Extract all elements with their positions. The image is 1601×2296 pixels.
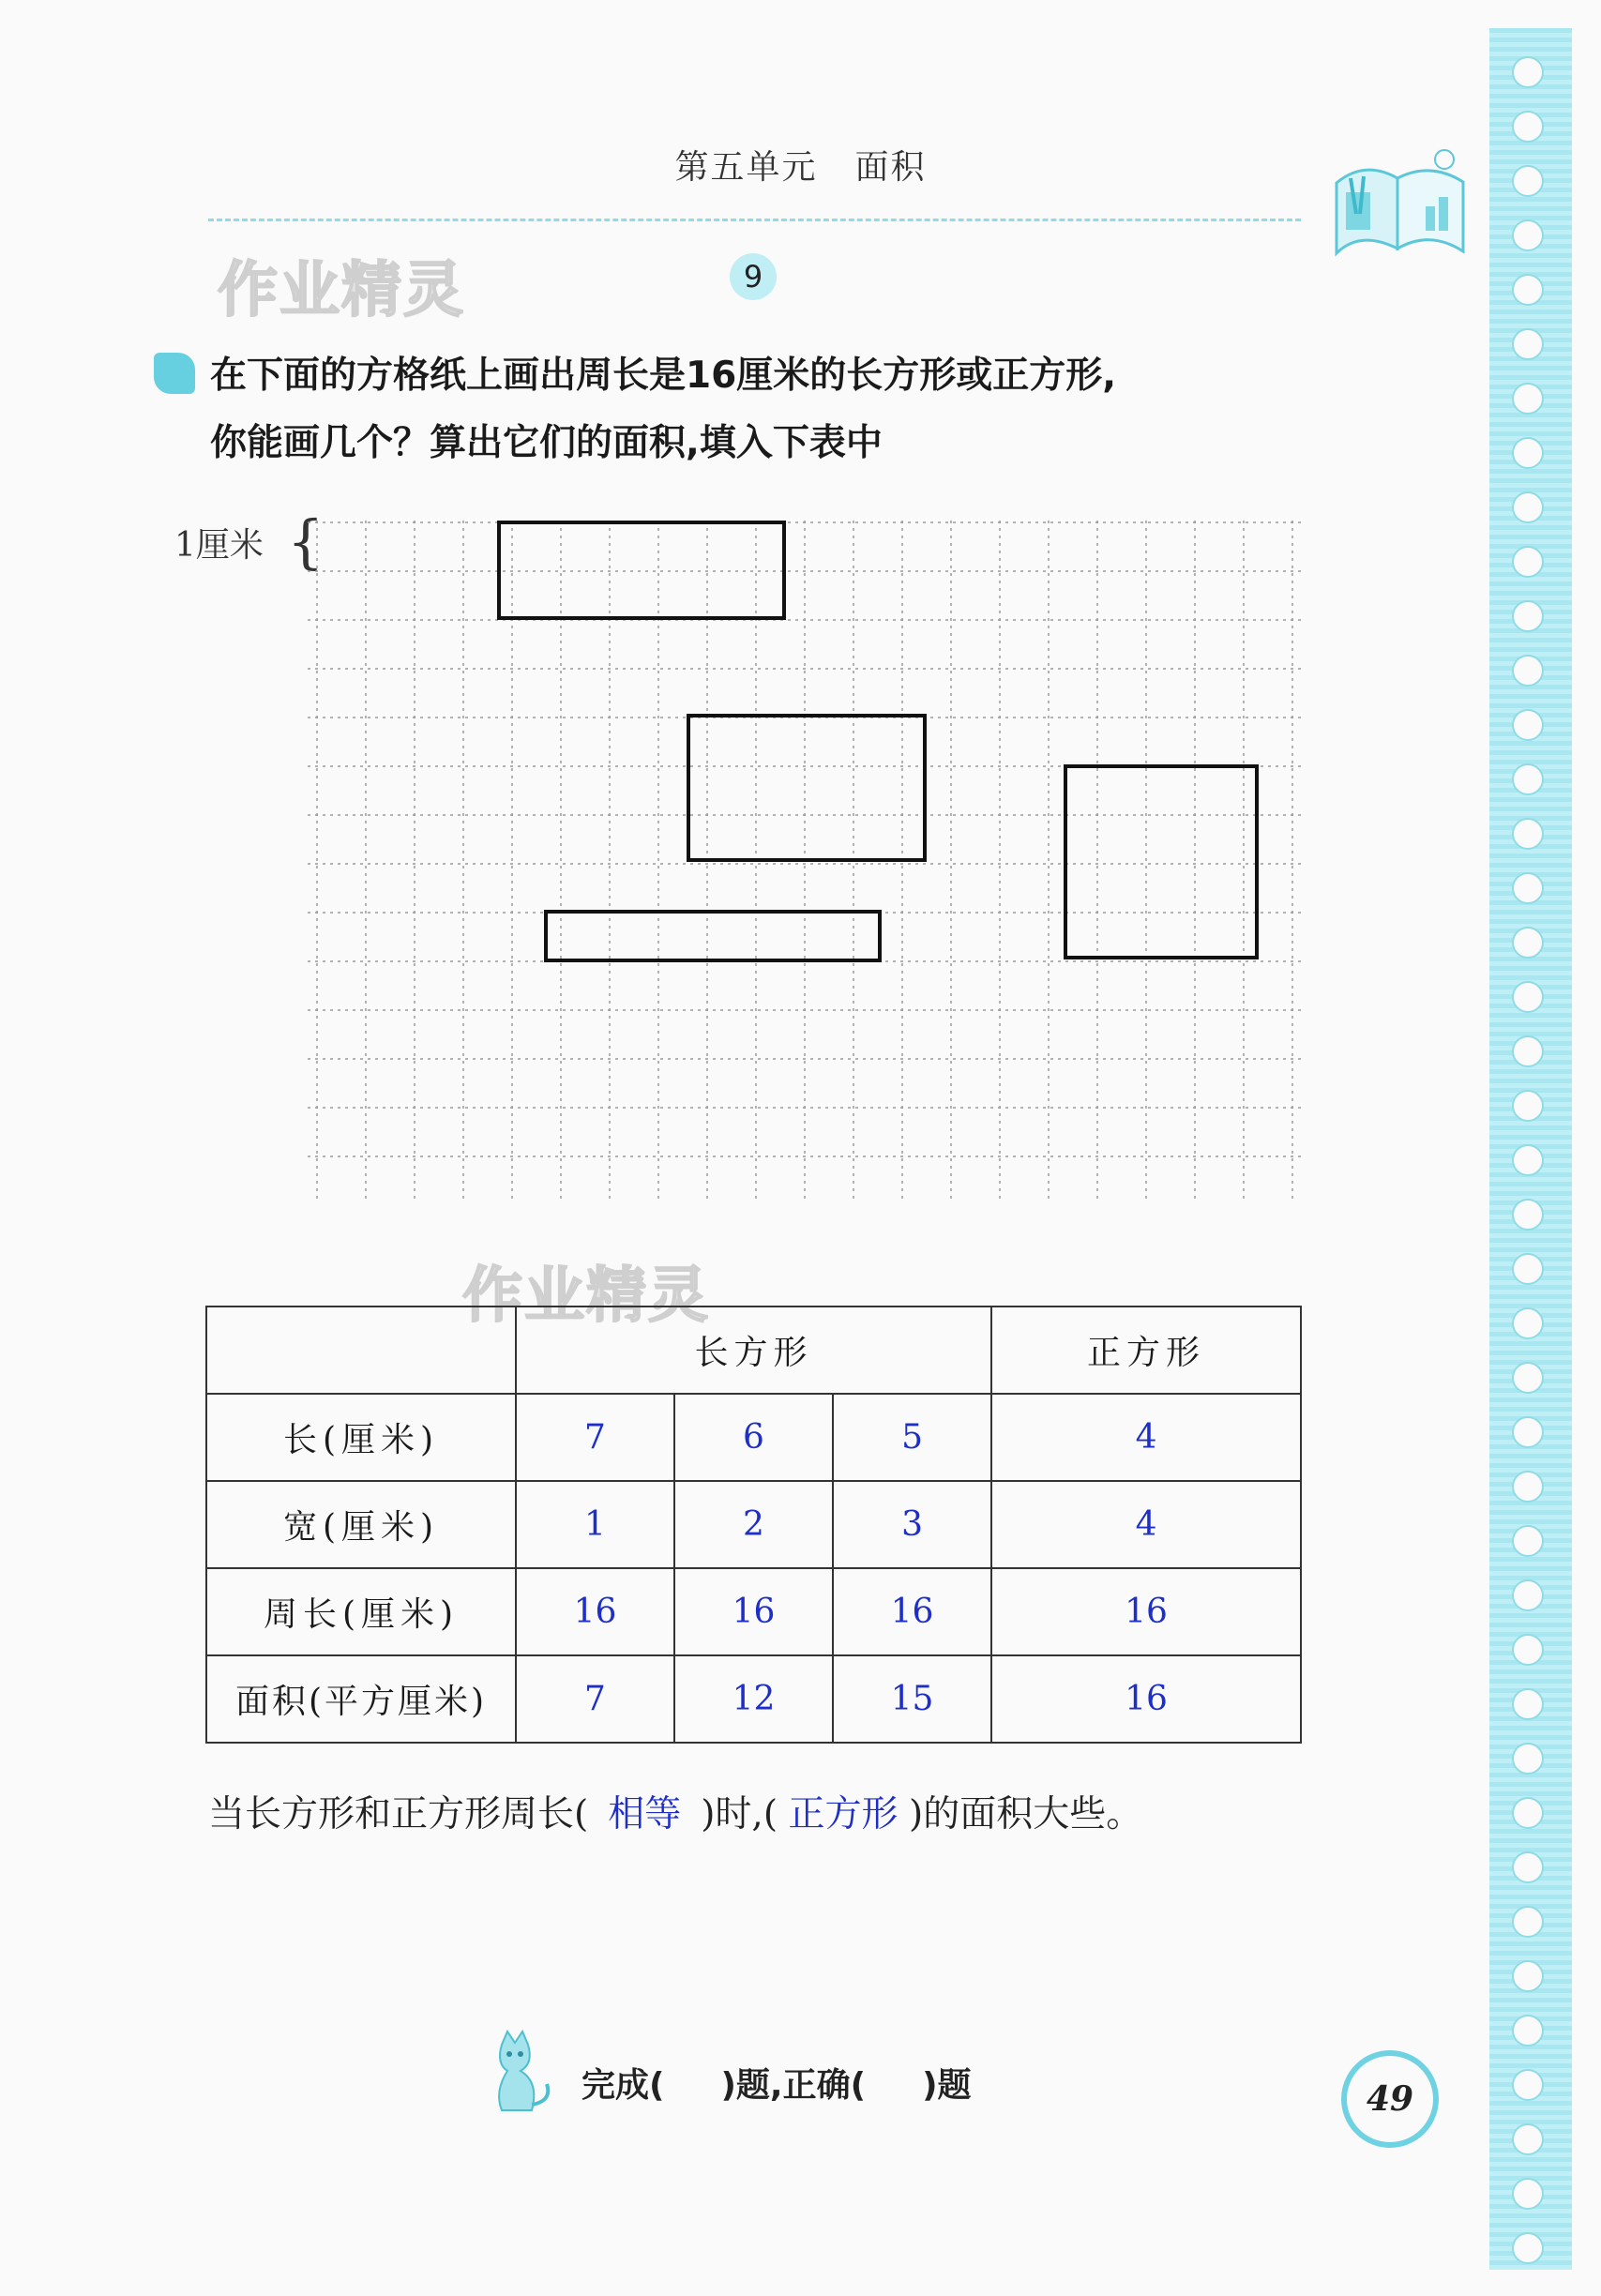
conclusion-part-1: 当长方形和正方形周长( [208,1793,589,1835]
binder-hole [1512,763,1544,795]
binder-hole [1512,872,1544,904]
table-header-rectangle: 长方形 [516,1307,991,1394]
binder-hole [1512,1688,1544,1720]
binder-hole [1512,1307,1544,1339]
problem-number-badge: 9 [730,253,777,300]
binder-hole [1512,600,1544,632]
binder-hole [1512,219,1544,251]
binder-hole [1512,927,1544,959]
conclusion-sentence [208,1785,1142,1837]
problem-line-2: 你能画几个？算出它们的面积,填入下表中 [210,422,883,464]
row-label-length: 长(厘米) [206,1394,516,1481]
table-row [206,1394,1301,1481]
page-number: 49 [1341,2050,1439,2148]
unit-header [0,141,1601,189]
table-cell: 4 [991,1481,1301,1568]
table-cell: 15 [833,1655,991,1743]
table-row [206,1655,1301,1743]
binder-hole [1512,1416,1544,1448]
question-book-icon [154,353,195,394]
row-label-area: 面积(平方厘米) [206,1655,516,1743]
binder-hole [1512,1471,1544,1503]
binder-hole [1512,1253,1544,1285]
answer-square: 正方形 [788,1793,899,1835]
unit-label: 第五单元 [674,148,818,187]
binder-hole [1512,1525,1544,1557]
binder-hole [1512,111,1544,143]
binder-hole [1512,709,1544,741]
scale-label: 1厘米 [174,526,264,565]
binder-hole [1512,2178,1544,2210]
problem-line-1: 在下面的方格纸上画出周长是16厘米的长方形或正方形, [210,355,1117,397]
binder-hole [1512,1579,1544,1611]
table-cell: 5 [833,1394,991,1481]
row-label-perimeter: 周长(厘米) [206,1568,516,1655]
binder-hole [1512,56,1544,88]
table-cell: 6 [674,1394,833,1481]
table-cell: 16 [516,1568,674,1655]
rectangle-6x2 [497,521,786,620]
binder-hole [1512,1960,1544,1992]
answer-equal: 相等 [608,1793,682,1835]
binder-hole [1512,1362,1544,1394]
table-cell: 12 [674,1655,833,1743]
table-cell: 4 [991,1394,1301,1481]
binder-hole [1512,437,1544,469]
rectangle-5x3 [687,714,927,862]
binder-hole [1512,1090,1544,1122]
header-divider [208,219,1301,221]
row-label-width: 宽(厘米) [206,1481,516,1568]
table-cell: 2 [674,1481,833,1568]
binder-hole [1512,2069,1544,2101]
table-header-blank [206,1307,516,1394]
conclusion-part-2: )时,( [701,1793,778,1835]
table-cell: 16 [991,1568,1301,1655]
binder-hole [1512,1797,1544,1829]
binder-hole [1512,491,1544,523]
binder-hole [1512,2123,1544,2155]
problem-text [210,342,1317,477]
binder-hole [1512,1906,1544,1938]
grid-paper [308,521,1306,1203]
table-row [206,1481,1301,1568]
table-cell: 16 [991,1655,1301,1743]
done-label: 完成( [581,2066,665,2105]
done-end-label: )题 [922,2066,972,2105]
binder-hole [1512,274,1544,306]
binder-hole [1512,1144,1544,1176]
binder-hole [1512,981,1544,1013]
table-cell: 7 [516,1394,674,1481]
conclusion-part-3: )的面积大些。 [909,1793,1143,1835]
binder-hole [1512,1199,1544,1231]
binder-hole [1512,1634,1544,1666]
table-cell: 16 [833,1568,991,1655]
cat-icon [474,2026,558,2123]
binder-hole [1512,1743,1544,1775]
correct-label: )题,正确( [720,2066,867,2105]
binder-hole [1512,328,1544,360]
table-header-row [206,1307,1301,1394]
completion-record [581,2059,972,2107]
watermark-top: 作业精灵 [218,256,465,325]
table-cell: 7 [516,1655,674,1743]
scale-brace: { [287,507,325,576]
table-cell: 1 [516,1481,674,1568]
rectangle-7x1 [544,910,882,962]
table-row [206,1568,1301,1655]
binder-hole [1512,2015,1544,2047]
binder-hole [1512,2232,1544,2264]
binder-hole [1512,383,1544,415]
topic-label: 面积 [854,148,927,187]
binder-hole [1512,546,1544,578]
table-cell: 3 [833,1481,991,1568]
binder-hole [1512,1035,1544,1067]
table-header-square: 正方形 [991,1307,1301,1394]
watermark-middle: 作业精灵 [462,1261,710,1331]
binder-hole [1512,1851,1544,1883]
binder-hole [1512,655,1544,687]
binder-hole [1512,818,1544,850]
area-table [205,1306,1302,1744]
square-4x4 [1064,764,1259,959]
table-cell: 16 [674,1568,833,1655]
